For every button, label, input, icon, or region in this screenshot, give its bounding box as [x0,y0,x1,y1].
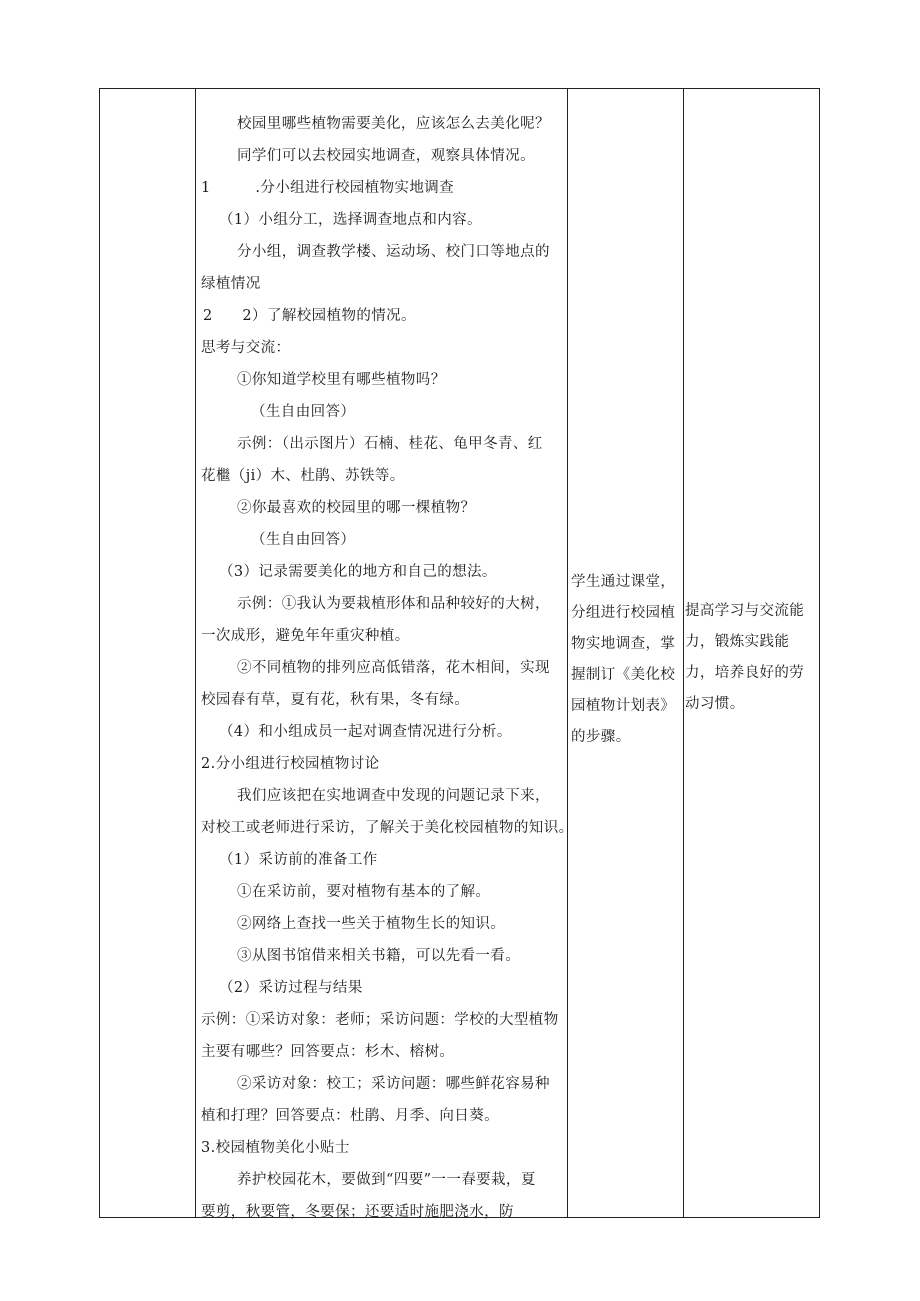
process-text-line: 同学们可以去校园实地调查，观察具体情况。 [237,148,535,164]
process-text-line: 示例：①采访对象：老师；采访问题：学校的大型植物 [201,1012,559,1028]
process-text-line: （1）采访前的准备工作 [219,852,378,868]
process-text-line: 养护校园花木，要做到“四要”一一春要栽，夏 [237,1172,536,1188]
student-activity-line: 学生通过课堂， [571,574,676,590]
column-divider [683,89,684,1217]
process-text-line: ③从图书馆借来相关书籍，可以先看一看。 [237,948,521,964]
student-activity-line: 物实地调查，掌 [571,636,676,652]
student-activity-line: 分组进行校园植 [571,605,676,621]
student-activity-column [569,89,681,1217]
process-text-line: ②你最喜欢的校园里的哪一棵植物？ [237,500,476,516]
process-text-line: 花檵（ji）木、杜鹃、苏铁等。 [201,468,405,484]
process-text-line: 绿植情况 [201,276,261,292]
design-intent-line: 动习惯。 [685,696,745,712]
process-text-line: 示例：（出示图片）石楠、桂花、龟甲冬青、红 [237,436,543,452]
process-text-line: （生自由回答） [251,404,356,420]
process-text-line: 对校工或老师进行采访，了解关于美化校园植物的知识。 [201,820,574,836]
process-text-line: （2）采访过程与结果 [219,980,363,996]
process-text-line: ②采访对象：校工；采访问题：哪些鲜花容易种 [237,1076,550,1092]
process-text-line: 一次成形，避免年年重灾种植。 [201,628,410,644]
process-text-line: 3.校园植物美化小贴士 [201,1140,350,1156]
student-activity-line: 园植物计划表》 [571,698,676,714]
column-divider [195,89,196,1217]
column-divider [567,89,568,1217]
process-text-line: （3）记录需要美化的地方和自己的想法。 [219,564,497,580]
teaching-process-column [197,89,574,1220]
process-text-line: 思考与交流： [201,340,291,356]
process-text-line: 2 2）了解校园植物的情况。 [203,308,416,324]
process-text-line: （4）和小组成员一起对调查情况进行分析。 [219,724,512,740]
design-intent-column [685,89,817,1217]
process-text-line: ①你知道学校里有哪些植物吗？ [237,372,446,388]
student-activity-line: 的步骤。 [571,729,631,745]
process-text-line: 要剪，秋要管，冬要保；还要适时施肥浇水，防 [201,1204,514,1220]
process-text-line: 示例：①我认为要栽植形体和品种较好的大树， [237,596,550,612]
process-text-line: ②网络上查找一些关于植物生长的知识。 [237,916,506,932]
student-activity-line: 握制订《美化校 [571,667,676,683]
process-text-line: 1 .分小组进行校园植物实地调查 [201,180,455,196]
process-text-line: （生自由回答） [251,532,356,548]
process-text-line: （1）小组分工，选择调查地点和内容。 [219,212,482,228]
process-text-line: 主要有哪些？回答要点：杉木、榕树。 [201,1044,455,1060]
design-intent-line: 力，锻炼实践能 [685,634,790,650]
design-intent-line: 力，培养良好的劳 [685,665,805,681]
process-text-line: 植和打理？回答要点：杜鹃、月季、向日葵。 [201,1108,499,1124]
process-text-line: 2.分小组进行校园植物讨论 [201,756,380,772]
process-text-line: 校园春有草，夏有花，秋有果，冬有绿。 [201,692,470,708]
empty-first-column [100,89,195,1217]
design-intent-line: 提高学习与交流能 [685,603,805,619]
process-text-line: ①在采访前，要对植物有基本的了解。 [237,884,491,900]
process-text-line: ②不同植物的排列应高低错落，花木相间，实现 [237,660,550,676]
process-text-line: 我们应该把在实地调查中发现的问题记录下来， [237,788,550,804]
lesson-plan-table [99,88,820,1218]
process-text-line: 校园里哪些植物需要美化，应该怎么去美化呢？ [237,116,550,132]
process-text-line: 分小组，调查教学楼、运动场、校门口等地点的 [237,244,550,260]
